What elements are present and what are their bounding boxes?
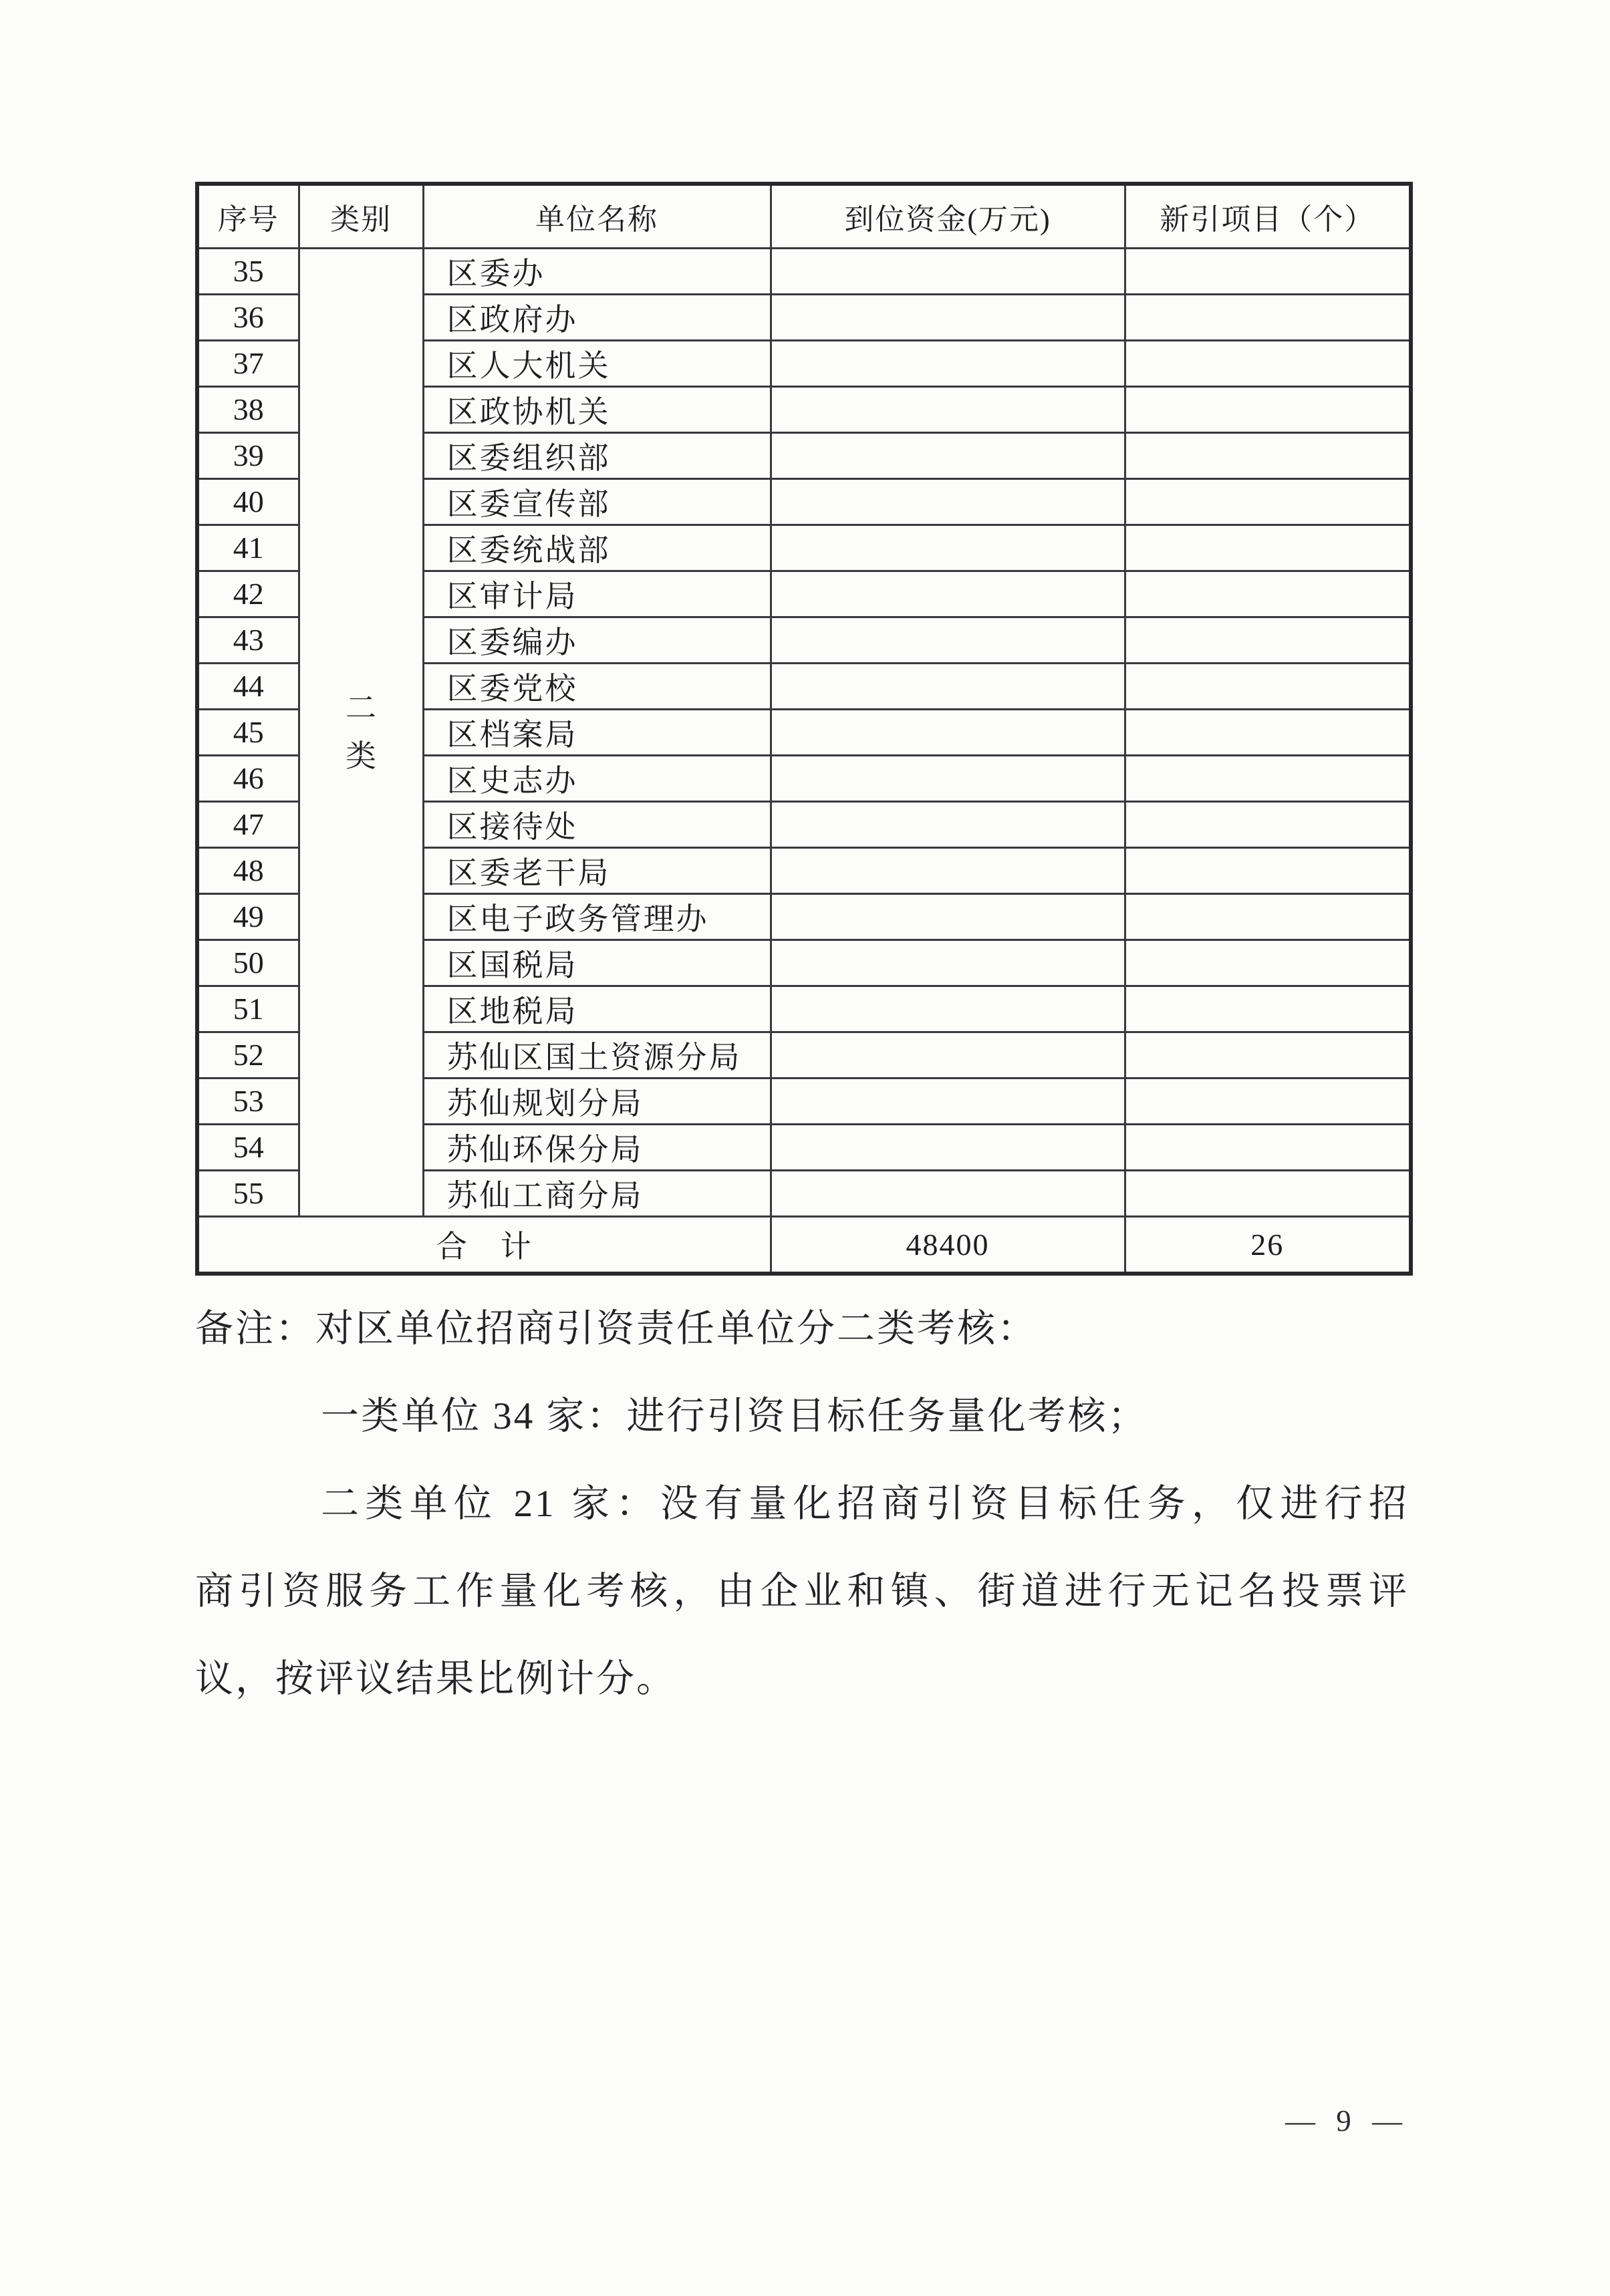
unit-name-cell: 区委组织部 [423,432,771,478]
projects-cell [1125,801,1411,847]
projects-cell [1125,986,1411,1032]
serial-cell: 48 [197,847,299,893]
unit-name-cell: 苏仙工商分局 [423,1170,771,1216]
note-line-1: 备注：对区单位招商引资责任单位分二类考核： [195,1308,1037,1350]
total-projects-cell: 26 [1125,1216,1411,1274]
unit-name-cell: 区人大机关 [423,340,771,386]
col-header-unit-name: 单位名称 [423,184,771,248]
projects-cell [1125,386,1411,432]
funds-cell [771,340,1125,386]
unit-name-cell: 苏仙规划分局 [423,1078,771,1124]
unit-name-cell: 区审计局 [423,571,771,617]
funds-cell [771,847,1125,893]
funds-cell [771,709,1125,755]
projects-cell [1125,893,1411,940]
col-header-category: 类别 [299,184,423,248]
serial-cell: 39 [197,432,299,478]
funds-cell [771,986,1125,1032]
funds-cell [771,663,1125,709]
note-line-2: 一类单位 34 家：进行引资目标任务量化考核； [321,1395,1148,1437]
table-body [197,248,1411,1274]
funds-cell [771,1170,1125,1216]
serial-cell: 55 [197,1170,299,1216]
category-cell [299,248,423,1216]
projects-cell [1125,663,1411,709]
projects-cell [1125,617,1411,663]
note-line-4: 商引资服务工作量化考核，由企业和镇、街道进行无记名投票评 [195,1570,1409,1612]
funds-cell [771,893,1125,940]
funds-cell [771,294,1125,340]
unit-name-cell: 区电子政务管理办 [423,893,771,940]
projects-cell [1125,1124,1411,1170]
funds-cell [771,525,1125,571]
serial-cell: 45 [197,709,299,755]
serial-cell: 40 [197,478,299,525]
total-row [197,1216,1411,1274]
projects-cell [1125,571,1411,617]
page-number: — 9 — [1285,2104,1409,2138]
serial-cell: 42 [197,571,299,617]
col-header-funds: 到位资金(万元) [771,184,1125,248]
projects-cell [1125,755,1411,801]
serial-cell: 46 [197,755,299,801]
funds-cell [771,755,1125,801]
note-line-3: 二类单位 21 家：没有量化招商引资目标任务，仅进行招 [321,1483,1409,1525]
funds-cell [771,617,1125,663]
serial-cell: 41 [197,525,299,571]
funds-cell [771,386,1125,432]
total-funds-cell: 48400 [771,1216,1125,1274]
serial-cell: 36 [197,294,299,340]
projects-cell [1125,847,1411,893]
projects-cell [1125,1032,1411,1078]
serial-cell: 38 [197,386,299,432]
serial-cell: 37 [197,340,299,386]
unit-name-cell: 苏仙环保分局 [423,1124,771,1170]
projects-cell [1125,294,1411,340]
serial-cell: 44 [197,663,299,709]
funds-cell [771,571,1125,617]
serial-cell: 53 [197,1078,299,1124]
unit-name-cell: 区委统战部 [423,525,771,571]
unit-name-cell: 区委办 [423,248,771,294]
funds-cell [771,801,1125,847]
funds-cell [771,940,1125,986]
projects-cell [1125,478,1411,525]
total-label-cell: 合 计 [197,1216,771,1274]
projects-cell [1125,432,1411,478]
assessment-table [195,182,1413,1276]
category-vertical-label: 二 类 [346,690,376,773]
unit-name-cell: 区地税局 [423,986,771,1032]
projects-cell [1125,248,1411,294]
funds-cell [771,478,1125,525]
col-header-serial: 序号 [197,184,299,248]
unit-name-cell: 区档案局 [423,709,771,755]
serial-cell: 49 [197,893,299,940]
projects-cell [1125,1170,1411,1216]
table-header [197,184,1411,248]
funds-cell [771,248,1125,294]
unit-name-cell: 区委党校 [423,663,771,709]
serial-cell: 50 [197,940,299,986]
unit-name-cell: 苏仙区国土资源分局 [423,1032,771,1078]
table-header-row [197,184,1411,248]
serial-cell: 52 [197,1032,299,1078]
serial-cell: 47 [197,801,299,847]
funds-cell [771,432,1125,478]
unit-name-cell: 区政府办 [423,294,771,340]
unit-name-cell: 区委老干局 [423,847,771,893]
funds-cell [771,1032,1125,1078]
serial-cell: 51 [197,986,299,1032]
projects-cell [1125,1078,1411,1124]
projects-cell [1125,709,1411,755]
unit-name-cell: 区委编办 [423,617,771,663]
serial-cell: 35 [197,248,299,294]
unit-name-cell: 区接待处 [423,801,771,847]
funds-cell [771,1078,1125,1124]
table-row [197,248,1411,294]
projects-cell [1125,340,1411,386]
serial-cell: 54 [197,1124,299,1170]
projects-cell [1125,940,1411,986]
col-header-projects: 新引项目（个） [1125,184,1411,248]
projects-cell [1125,525,1411,571]
unit-name-cell: 区国税局 [423,940,771,986]
notes-section [195,1285,1409,1723]
note-line-5: 议，按评议结果比例计分。 [195,1658,676,1700]
funds-cell [771,1124,1125,1170]
unit-name-cell: 区政协机关 [423,386,771,432]
serial-cell: 43 [197,617,299,663]
unit-name-cell: 区史志办 [423,755,771,801]
unit-name-cell: 区委宣传部 [423,478,771,525]
